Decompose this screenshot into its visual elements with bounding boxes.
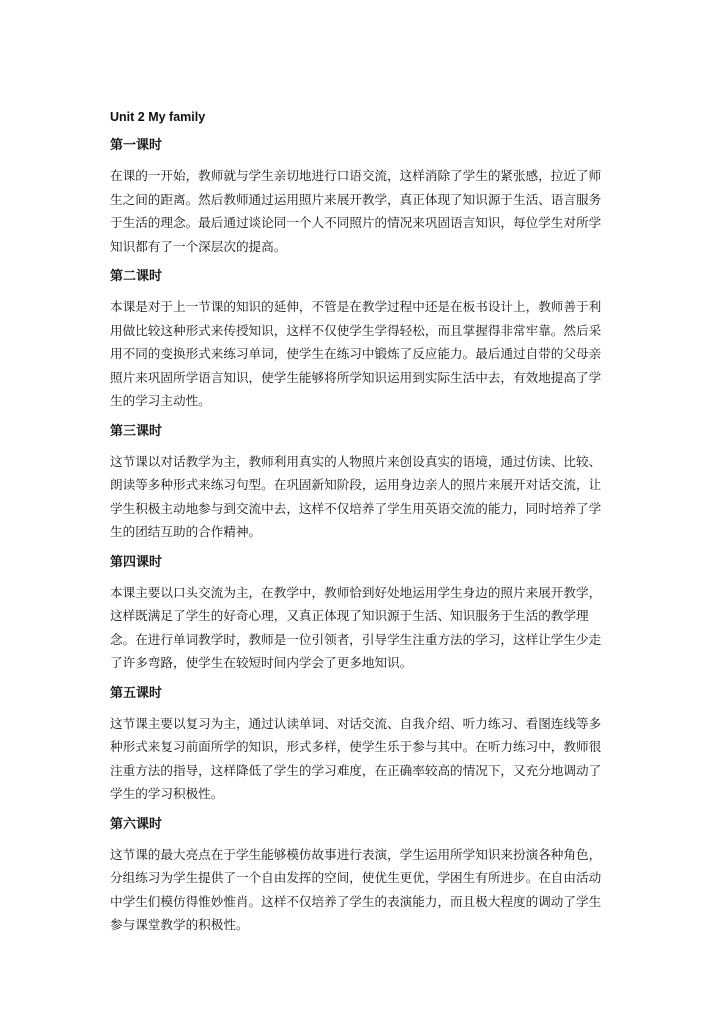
section-heading: 第六课时 (110, 816, 163, 832)
section-heading: 第三课时 (110, 423, 163, 439)
section-paragraph: 这节课以对话教学为主，教师利用真实的人物照片来创设真实的语境，通过仿读、比较、朗读等多种形式来练习句型。在巩固新知阶段，运用身边亲人的照片来展开对话交流，让学生积极主动地参与到交流中去，这样不仅培养了学生用英语交流的能力，同时培养了学生的团结互助的合作精神。 (110, 453, 602, 539)
section-paragraph: 这节课主要以复习为主，通过认读单词、对话交流、自我介绍、听力练习、看图连线等多种形式来复习前面所学的知识，形式多样，使学生乐于参与其中。在听力练习中，教师很注重方法的指导，这样降低了学生的学习难度，在正确率较高的情况下，又充分地调动了学生的学习积极性。 (110, 715, 602, 801)
section-heading: 第二课时 (110, 269, 163, 284)
lesson-section-3 (110, 422, 610, 544)
lesson-section-6 (110, 815, 610, 937)
section-paragraph: 在课的一开始，教师就与学生亲切地进行口语交流，这样消除了学生的紧张感，拉近了师生之间的距离。然后教师通过运用照片来展开教学，真正体现了知识源于生活、语言服务于生活的理念。最后通过谈论同一个人不同照片的情况来巩固语言知识，每位学生对所学知识都有了一个深层次的提高。 (110, 168, 602, 254)
lesson-section-4 (110, 553, 610, 675)
document-page (110, 108, 610, 946)
section-paragraph: 本课是对于上一节课的知识的延伸，不管是在教学过程中还是在板书设计上，教师善于利用做比较这种形式来传授知识，这样不仅使学生学得轻松，而且掌握得非常牢靠。然后采用不同的变换形式来练习单词，使学生在练习中锻炼了反应能力。最后通过自带的父母亲照片来巩固所学语言知识，使学生能够将所学知识运用到实际生活中去，有效地提高了学生的学习主动性。 (110, 299, 602, 408)
section-heading: 第四课时 (110, 554, 163, 570)
lesson-section-1 (110, 136, 610, 258)
section-paragraph: 本课主要以口头交流为主，在教学中，教师恰到好处地运用学生身边的照片来展开教学，这样既满足了学生的好奇心理，又真正体现了知识源于生活、知识服务于生活的教学理念。在进行单词教学时，教师是一位引领者，引导学生注重方法的学习，这样让学生少走了许多弯路，使学生在较短时间内学会了更多地知识。 (110, 584, 602, 670)
section-heading: 第一课时 (110, 138, 163, 153)
section-heading: 第五课时 (110, 685, 163, 701)
section-paragraph: 这节课的最大亮点在于学生能够模仿故事进行表演，学生运用所学知识来扮演各种角色，分组练习为学生提供了一个自由发挥的空间，使优生更优，学困生有所进步。在自由活动中学生们模仿得惟妙惟肖。这样不仅培养了学生的表演能力，而且极大程度的调动了学生参与课堂教学的积极性。 (110, 846, 602, 932)
lesson-section-2 (110, 267, 610, 413)
document-title: Unit 2 My family (110, 110, 206, 124)
lesson-section-5 (110, 684, 610, 806)
